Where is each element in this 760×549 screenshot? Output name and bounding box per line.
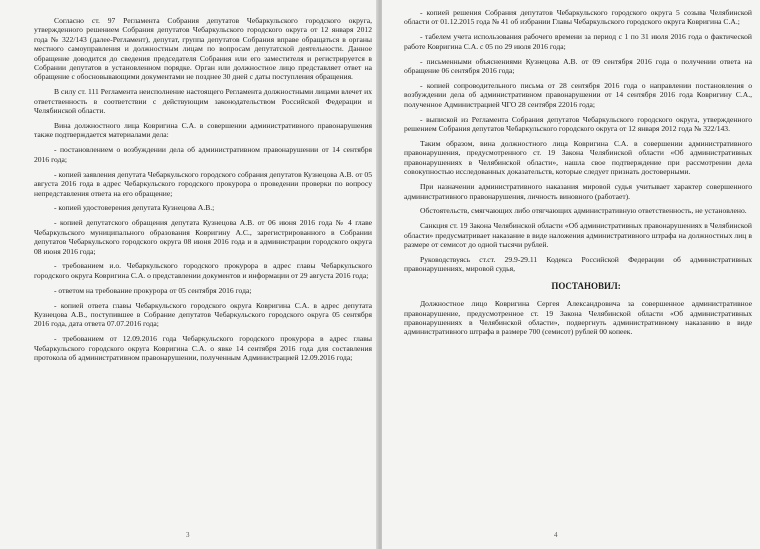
left-paragraph: В силу ст. 111 Регламента неисполнение настоящего Регламента должностными лицами влечет их ответственность в соответствии с действующим законодательством Российской Федерации и Челябинской области. [34, 87, 372, 116]
right-paragraph: Санкция ст. 19 Закона Челябинской области «Об административных правонарушениях в Челябинской области» предусматривает наказание в виде наложения административного штрафа на должностных лиц в размере от семисот до одной тысячи рублей. [404, 221, 752, 250]
right-paragraph: Руководствуясь ст.ст. 29.9-29.11 Кодекса Российской Федерации об административных правонарушениях, мировой судья, [404, 255, 752, 274]
page-number-left: 3 [186, 531, 190, 539]
left-paragraph: Согласно ст. 97 Регламента Собрания депутатов Чебаркульского городского округа, утвержденного решением Собрания депутатов Чебаркульского городского округа от 12 января 2012 года № 322/143 (далее-Регламент), депутат, группа депутатов Собрания вправе обращаться в органы местного самоуправления и должностным лицам по вопросам депутатской деятельности. Данное обращение доводится до сведения председателя Собрания или его заместителя и регистрируется в Собрании депутатов в установленном порядке. Орган или должностное лицо представляет ответ на обращение с обосновывающими документами не позднее 30 дней с даты поступления обращения. [34, 16, 372, 82]
right-page-body [404, 8, 752, 274]
page-number-right: 4 [554, 531, 558, 539]
right-paragraph: Таким образом, вина должностного лица Ковригина С.А. в совершении административного правонарушения, предусмотренного ст. 19 Закона Челябинской области «Об административных правонарушениях в Челябинской области», нашла свое подтверждение при рассмотрении дела совокупностью исследованных доказательств, которые следует признать достоверными. [404, 138, 752, 177]
right-paragraph: При назначении административного наказания мировой судья учитывает характер совершенного административного правонарушения, личность виновного (работает). [404, 182, 752, 201]
resolution-heading: ПОСТАНОВИЛ: [551, 280, 621, 291]
left-paragraph: - копией заявления депутата Чебаркульского городского собрания депутатов Кузнецова А.В. от 05 августа 2016 года в адрес Чебаркульского городского прокурора о проведении проверки по вопросу непредставления ответа на его обращение; [34, 169, 372, 198]
right-paragraph: - копией сопроводительного письма от 28 сентября 2016 года о направлении постановления о возбуждении дела об административном правонарушении от 14 сентября 2016 года Ковригину С.А., полученное Администрацией ЧГО 28 сентября 22016 года; [404, 80, 752, 109]
resolution-text: Должностное лицо Ковригина Сергея Александровича за совершенное административное правонарушение, предусмотренное ст. 19 Закона Челябинской области «Об административных правонарушениях в Челябинской области», подвергнуть административному наказанию в виде административного штрафа в размере 700 (семисот) рублей 00 копеек. [404, 299, 752, 337]
right-paragraph: - выпиской из Регламента Собрания депутатов Чебаркульского городского округа, утвержденного решением Собрания депутатов Чебаркульского городского округа от 12 января 2012 года № 322/143. [404, 114, 752, 134]
left-page-body [34, 16, 372, 363]
left-paragraph: Вина должностного лица Ковригина С.А. в совершении административного правонарушения также подтверждается материалами дела: [34, 121, 372, 140]
right-page [382, 0, 760, 549]
left-paragraph: - постановлением о возбуждении дела об административном правонарушении от 14 сентября 2016 года; [34, 145, 372, 164]
left-paragraph: - копией удостоверения депутата Кузнецова А.В.; [54, 203, 215, 213]
left-paragraph: - копией ответа главы Чебаркульского городского округа Ковригина С.А. в адрес депутата Кузнецова А.В., поступившее в Собрание депутатов Чебаркульского городского округа 05 сентября 2016 года, дата ответа 07.07.2016 года; [34, 300, 372, 329]
left-paragraph: - ответом на требование прокурора от 05 сентября 2016 года; [54, 285, 252, 295]
left-paragraph: - требованием и.о. Чебаркульского городского прокурора в адрес главы Чебаркульского городского округа Ковригина С.А. о представлении документов и информации от 29 августа 2016 года; [34, 261, 372, 280]
right-paragraph: - письменными объяснениями Кузнецова А.В. от 09 сентября 2016 года о получении ответа на обращение 06 сентября 2016 года; [404, 56, 752, 76]
left-paragraph: - требованием от 12.09.2016 года Чебаркульского городского прокурора в адрес главы Чебаркульского городского округа Ковригина С.А. о явке 14 сентября 2016 года для составления протокола об административном правонарушении, полученным Администрацией 12.09.2016 года; [34, 334, 372, 363]
right-paragraph: - табелем учета использования рабочего времени за период с 1 по 31 июля 2016 года о фактической работе Ковригина С.А. с 05 по 29 июля 2016 года; [404, 32, 752, 51]
left-paragraph: - копией депутатского обращения депутата Кузнецова А.В. от 06 июня 2016 года № 4 главе Чебаркульского муниципального образования Ковригину А.С., зарегистрированного в Собрании депутатов Чебаркульского городского округа 08 июня 2016 года и в администрации городского округа 08 июня 2016 года; [34, 218, 372, 256]
right-paragraph: - копией решения Собрания депутатов Чебаркульского городского округа 5 созыва Челябинской области от 01.12.2015 года № 41 об избрании Главы Чебаркульского городского округа Ковригина С.А.; [404, 8, 752, 27]
left-page [0, 0, 378, 549]
right-paragraph: Обстоятельств, смягчающих либо отягчающих административную ответственность, не установлено. [420, 206, 747, 216]
